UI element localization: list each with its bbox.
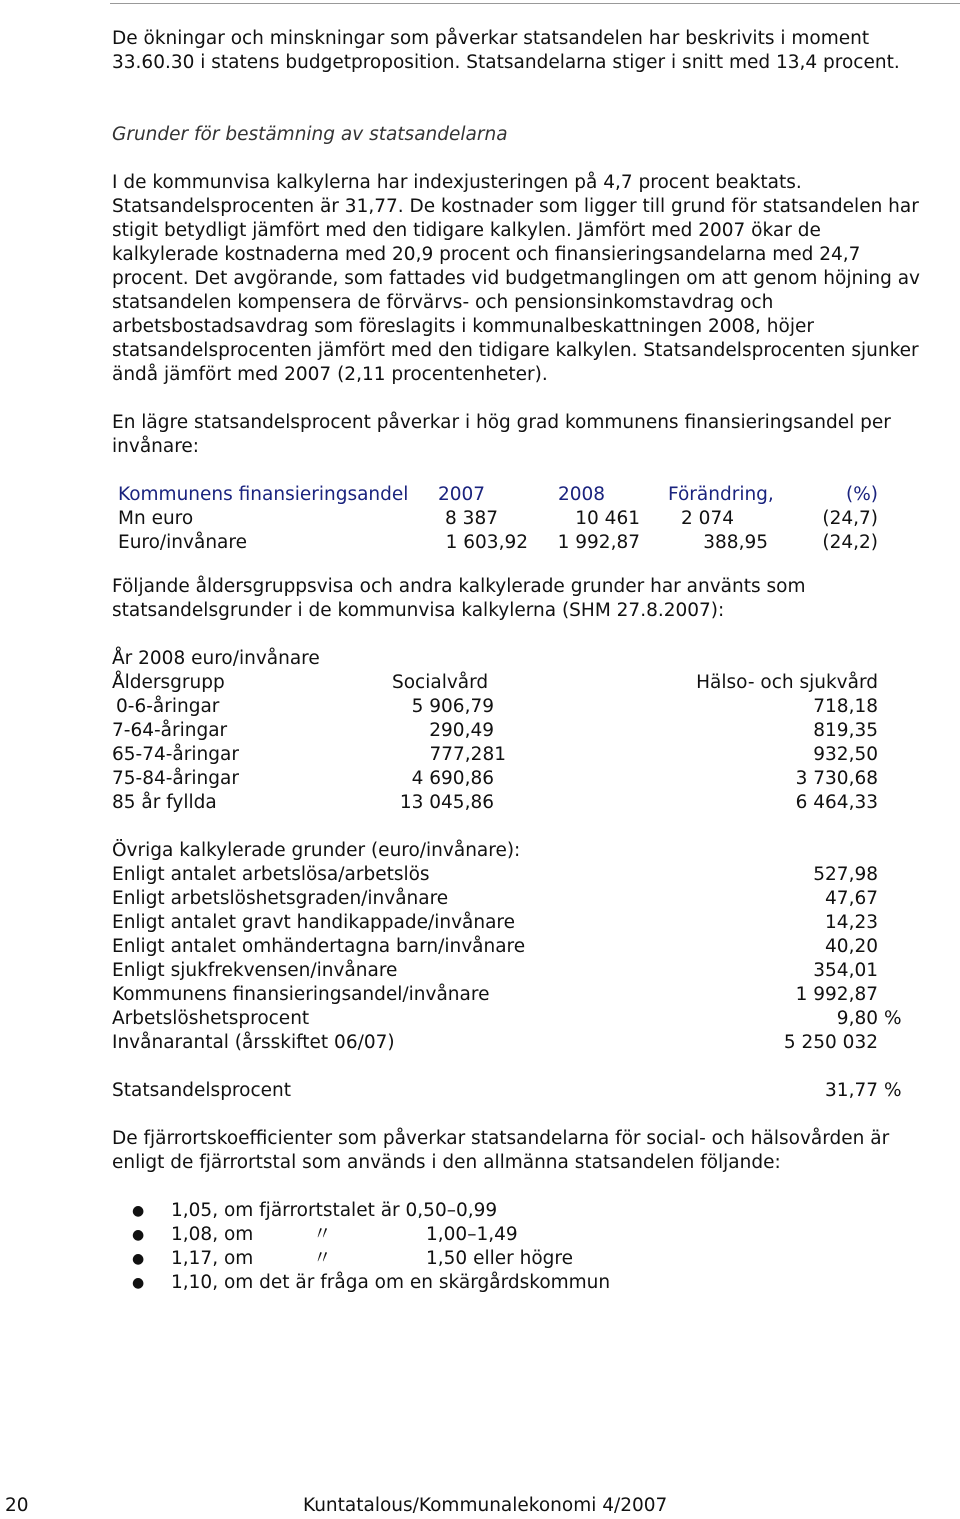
table-row: 85 år fyllda 13 045,86 6 464,33 bbox=[112, 792, 878, 813]
statsandel-row: Statsandelsprocent 31,77 % bbox=[112, 1080, 902, 1101]
table-row: 65-74-åringar 777,281 932,50 bbox=[112, 744, 878, 765]
list-item: Enligt arbetslöshetsgraden/invånare 47,67 bbox=[112, 888, 878, 909]
list-item: Kommunens finansieringsandel/invånare 1 992,87 bbox=[112, 984, 878, 1005]
table-row: 7-64-åringar 290,49 819,35 bbox=[112, 720, 878, 741]
list-item: Enligt antalet omhändertagna barn/invånare 40,20 bbox=[112, 936, 878, 957]
ditto-mark: 〃 bbox=[313, 1248, 332, 1269]
list-item: Enligt sjukfrekvensen/invånare 354,01 bbox=[112, 960, 878, 981]
list-item: Arbetslöshetsprocent 9,80 % bbox=[112, 1008, 902, 1029]
bullet-icon: ● bbox=[132, 1251, 145, 1267]
page-number: 20 bbox=[5, 1495, 29, 1516]
finance-intro-paragraph: En lägre statsandelsprocent påverkar i hög grad kommunens finansieringsandel per invånare: bbox=[112, 412, 891, 457]
list-item: Enligt antalet gravt handikappade/invånare 14,23 bbox=[112, 912, 878, 933]
coefficients-paragraph: De fjärrortskoefficienter som påverkar statsandelarna för social- och hälsovården är enligt de fjärrortstal som används i den allmänna statsandelen följande: bbox=[112, 1128, 890, 1173]
list-item: Enligt antalet arbetslösa/arbetslös 527,98 bbox=[112, 864, 878, 885]
intro-paragraph: De ökningar och minskningar som påverkar statsandelen har beskrivits i moment 33.60.30 i statens budgetproposition. Statsandelarna stiger i snitt med 13,4 procent. bbox=[112, 28, 900, 73]
table-row: Euro/invånare 1 603,92 1 992,87 388,95 (24,2) bbox=[118, 532, 878, 553]
bullet-icon: ● bbox=[132, 1275, 145, 1291]
age-table-header: Åldersgrupp Socialvård Hälso- och sjukvård bbox=[112, 672, 878, 693]
publication-title: Kuntatalous/Kommunalekonomi 4/2007 bbox=[303, 1495, 668, 1516]
list-item: Invånarantal (årsskiftet 06/07) 5 250 032 bbox=[112, 1032, 878, 1053]
top-rule bbox=[110, 3, 960, 4]
age-table-title: År 2008 euro/invånare bbox=[112, 648, 320, 669]
index-paragraph: I de kommunvisa kalkylerna har indexjusteringen på 4,7 procent beaktats. Statsandelsprocenten är 31,77. De kostnader som ligger till grund för statsandelen har stigit betydligt jämfört med den tidigare kalkylen. Jämfört med 2007 ökar de kalkylerade kostnaderna med 20,9 procent och finansieringsandelarna med 24,7 procent. Det avgörande, som fattades vid budgetmanglingen om att genom höjning av statsandelen kompensera de förvärvs- och pensionsinkomstavdrag och arbetsbostadsavdrag som föreslagits i kommunalbeskattningen 2008, höjer statsandelsprocenten jämfört med den tidigare kalkylen. Statsandelsprocenten sjunker ändå jämfört med 2007 (2,11 procentenheter). bbox=[112, 172, 920, 385]
table-row: 0-6-åringar 5 906,79 718,18 bbox=[116, 696, 878, 717]
grounds-intro-paragraph: Följande åldersgruppsvisa och andra kalkylerade grunder har använts som statsandelsgrunder i de kommunvisa kalkylerna (SHM 27.8.2007): bbox=[112, 576, 806, 621]
bullet-icon: ● bbox=[132, 1203, 145, 1219]
ditto-mark: 〃 bbox=[313, 1224, 332, 1245]
section-heading: Grunder för bestämning av statsandelarna bbox=[112, 124, 508, 145]
finance-table-header: Kommunens finansieringsandel 2007 2008 Förändring, (%) bbox=[118, 484, 878, 505]
other-grounds-title: Övriga kalkylerade grunder (euro/invånare): bbox=[112, 840, 521, 861]
table-row: Mn euro 8 387 10 461 2 074 (24,7) bbox=[118, 508, 878, 529]
table-row: 75-84-åringar 4 690,86 3 730,68 bbox=[112, 768, 878, 789]
bullet-icon: ● bbox=[132, 1227, 145, 1243]
